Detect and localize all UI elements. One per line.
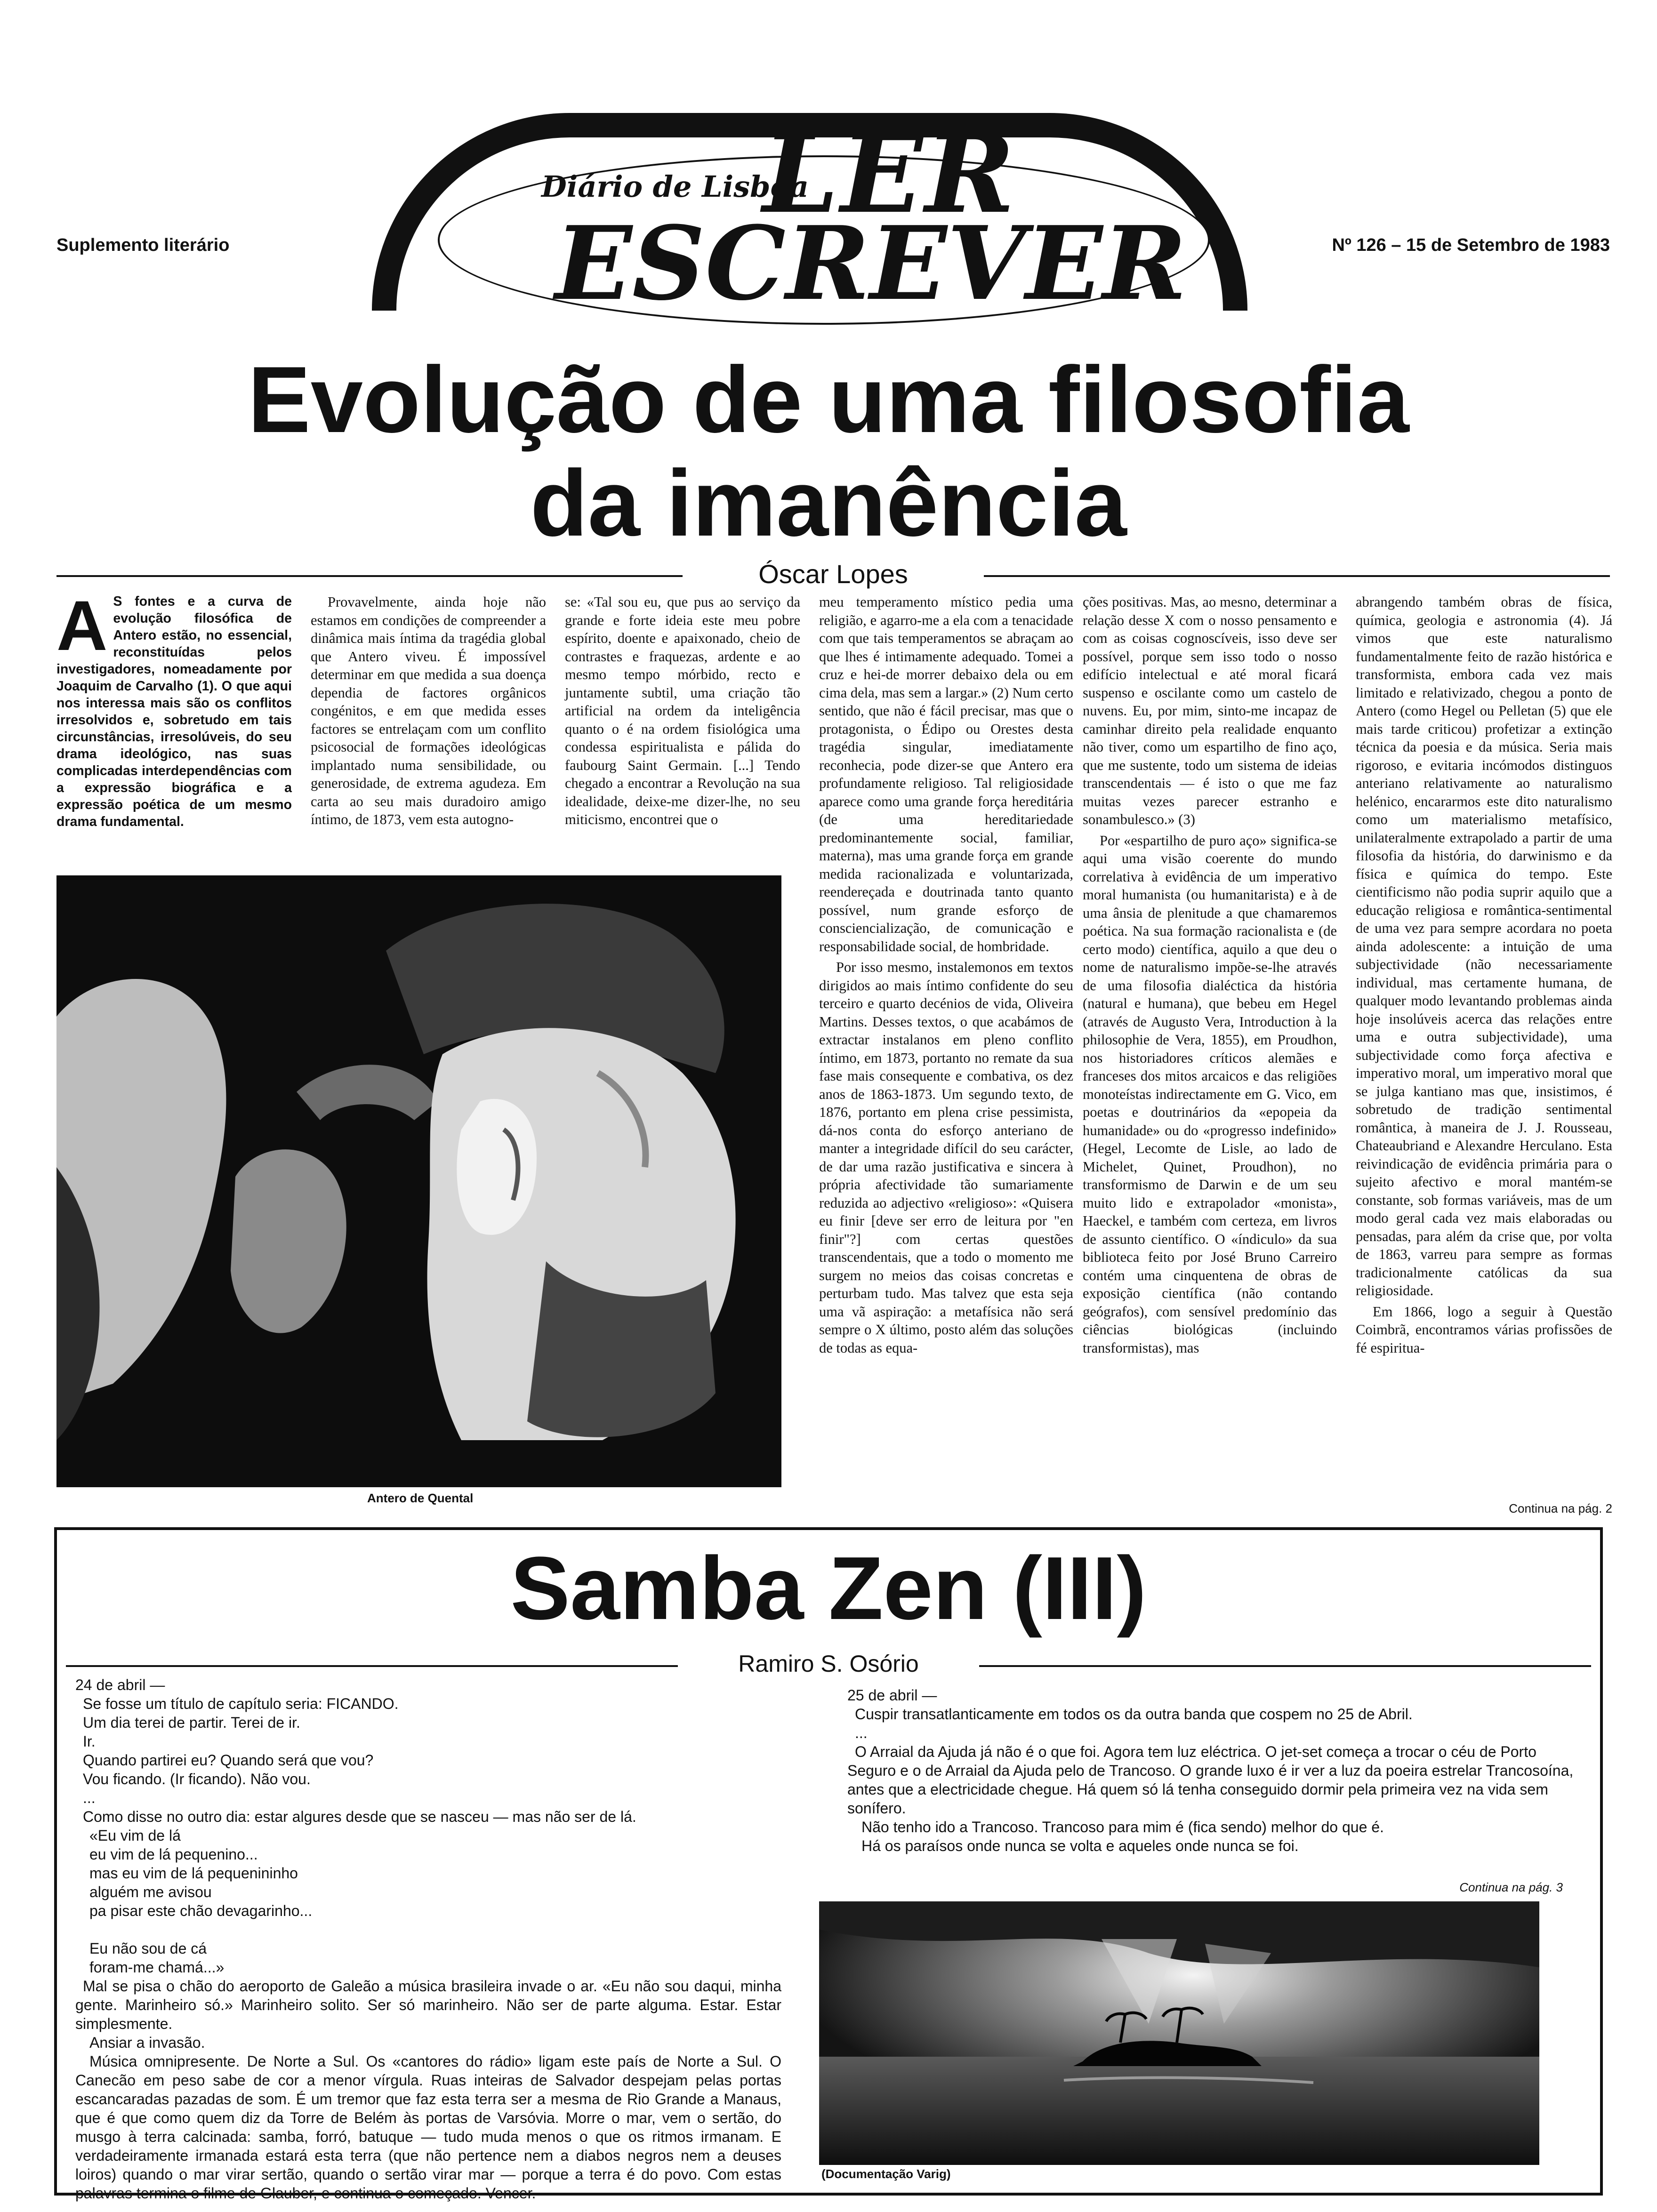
column-text: ções positivas. Mas, ao mesno, determinar a relação desse X com o nosso pensamento e com as coisas cognoscíveis, isso deve ser possível, porque sem isso todo o nosso edifício intelectual e até moral ficará suspenso e oscilante como um castelo de nuvens. Eu, por mim, sinto-me incapaz de caminhar direito pela realidade enquanto não tiver, como um espartilho de fino aço, que me sustente, todo um sistema de ideias transcendentais — é isto o que me faz muitas vezes parecer estranho e sonambulesco.» (3) <box>1083 594 1337 827</box>
article2-headline: Samba Zen (III) <box>510 1539 1147 1638</box>
diary-line: Vou ficando. (Ir ficando). Não vou. <box>83 1771 311 1787</box>
diary-line: ... <box>855 1724 868 1741</box>
article-headline <box>85 348 1572 555</box>
article-byline <box>56 555 1610 593</box>
photo-caption: (Documentação Varig) <box>821 2167 951 2181</box>
poem-line: mas eu vim de lá pequenininho <box>89 1865 298 1882</box>
portrait-illustration <box>56 875 781 1487</box>
diary-line: Ir. <box>83 1733 96 1750</box>
diary-line: Se fosse um título de capítulo seria: FICANDO. <box>83 1695 399 1712</box>
article-column-4 <box>819 593 1073 1515</box>
issue-label: Nº 126 – 15 de Setembro de 1983 <box>1332 235 1610 255</box>
column-text: S fontes e a curva de evolução filosófica de Antero estão, no essencial, reconstituídas pelos investigadores, nomeadamente por Joaquim de Carvalho (1). O que aqui nos interessa mais são os conflitos irresolvidos e, sobretudo em tais circunstâncias, irresolúveis, do seu drama ideológico, nas suas complicadas interdependências com a expressão biográfica e a expressão poética de um mesmo drama fundamental. <box>56 594 292 829</box>
poem-line: Eu não sou de cá <box>89 1940 207 1957</box>
paragraph: Não tenho ido a Trancoso. Trancoso para mim é (fica sendo) melhor do que é. <box>861 1819 1384 1835</box>
photo-caption: Antero de Quental <box>367 1491 474 1505</box>
poem-line: «Eu vim de lá <box>89 1827 181 1844</box>
column-text: Em 1866, logo a seguir à Questão Coimbrã, encontramos várias profissões de fé espiritua- <box>1356 1303 1612 1356</box>
supplement-label: Suplemento literário <box>56 235 230 255</box>
diary-line: Como disse no outro dia: estar algures desde que se nasceu — mas não ser de lá. <box>83 1808 636 1825</box>
samba-left-column <box>75 1675 781 2202</box>
diary-line: 24 de abril — <box>75 1676 165 1693</box>
column-text: Por «espartilho de puro aço» significa-se aqui uma visão coerente do mundo correlativa à evidência de um imperativo moral humanista (ou humanitarista) e à de uma ânsia de plenitude a que chamaremos poética. Na sua formação racionalista e (de certo modo) científica, aquilo a que deu o nome de naturalismo impõe-se-lhe através de uma filosofia dialéctica da história (natural e humana), que bebeu em Hegel (através de Augusto Vera, Introduction à la philosophie de Vera, 1855), em Proudhon, nos historiadores críticos alemães e franceses dos mitos arcaicos e das religiões monoteístas indirectamente em G. Vico, em poetas e doutrinários da «epopeia da humanidade» ou do «progresso indefinido» (Hegel, Lecomte de Lisle, ao lado de Michelet, Quinet, Proudhon), no transformismo de Darwin e de um seu muito lido e extrapolador «monista», Haeckel, e também com certeza, em livros de assunto científico. O «índiculo» da sua biblioteca feito por José Bruno Carreiro contém uma cinquentena de obras de exposição científica (não contando geógrafos), com sensível predomínio das ciências biológicas (incluindo transformistas), mas <box>1083 832 1337 1356</box>
headline-line-2: da imanência <box>530 451 1127 556</box>
diary-line: Um dia terei de partir. Terei de ir. <box>83 1714 300 1731</box>
poem-line: eu vim de lá pequenino... <box>89 1846 258 1863</box>
island-illustration <box>819 1901 1539 2165</box>
samba-right-column <box>847 1686 1582 1874</box>
article-column-1 <box>56 586 292 866</box>
paragraph: Mal se pisa o chão do aeroporto de Galeão a música brasileira invade o ar. «Eu não sou daqui, minha gente. Marinheiro só.» Marinheiro solito. Ser só marinheiro. Não ser de parte alguma. Estar. Estar simplesmente. <box>75 1978 781 2032</box>
continued-note: Continua na pág. 2 <box>1509 1501 1612 1515</box>
article-column-5 <box>1083 593 1337 1511</box>
column-text: Provavelmente, ainda hoje não estamos em condições de compreender a dinâmica mais íntima da tragédia global que Antero viveu. É impossível determinar em que medida a sua doença dependia de factores orgânicos congénitos, e em que medida esses factores se entrelaçam com um conflito psicosocial de formações ideológicas implantado numa sensibilidade, ou generosidade, de extrema agudeza. Em carta ao seu mais duradoiro amigo íntimo, de 1873, vem esta autogno- <box>311 594 546 827</box>
article-column-3 <box>565 593 800 861</box>
poem-line: foram-me chamá...» <box>89 1959 225 1976</box>
article-column-2 <box>311 593 546 861</box>
diary-line: ... <box>83 1789 96 1806</box>
column-text: meu temperamento místico pedia uma religião, e agarro-me a ela com a tenacidade com que tais temperamentos se abraçam ao que lhes é intimamente adequado. Tomei a cruz e hei-de morrer debaixo dela ou em cima dela, mas sem a largar.» (2) Num certo sentido, que não é fácil precisar, mas que o protagonista, o Édipo ou Orestes desta tragédia singular, imediatamente reconhecia, pode dizer-se que Antero era profundamente religioso. Tal religiosidade aparece como uma grande força hereditária (de uma hereditariedade predominantemente social, familiar, materna), mas uma grande força em grande medida racionalizada e voluntarizada, reendereçada e doutrinada tanto quanto possível, num grande esforço de consciencialização, de comunicação e responsabilidade social, de hombridade. <box>819 594 1073 954</box>
diary-line: 25 de abril — <box>847 1687 937 1704</box>
column-text: abrangendo também obras de física, química, geologia e astronomia (4). Já vimos que este naturalismo fundamentalmente feito de razão histórica e transformista, embora cada vez mais limitado e relativizado, chegou a ponto de Antero (como Hegel ou Pelletan (5) que ele mais tarde criticou) profetizar a extinção técnica da poesia e da música. Seria mais rigoroso, e evitaria incómodos distinguos anteriano relativamente ao naturalismo helénico, encararmos este dito naturalismo como um materialismo metafísico, unilateralmente extrapolado a partir de uma filosofia da história, do darwinismo e da física e química do tempo. Este cientificismo não podia suprir aquilo que a educação religiosa e romântica-sentimental de uma vez para sempre acordara no poeta ainda adolescente: a intuição de uma subjectividade (não necessariamente individual, mas certamente humana, de qualquer modo levantando problemas ainda hoje insolúveis acerca das relações entre uma e outra subjectividade), uma subjectividade como força afectiva e imperativo moral, um imperativo moral que se julga kantiano mas que, insistimos, é sobretudo de tradição sentimental romântica, à maneira de J. J. Rousseau, Chateaubriand e Alexandre Herculano. Esta reivindicação de evidência primária para o sujeito afectivo e moral mantém-se constante, sob formas variáveis, mas de um modo geral cada vez mais elaboradas ou pensadas, para além da crise que, por volta de 1863, varreu para sempre as formas tradicionalmente católicas da sua religiosidade. <box>1356 594 1612 1298</box>
poem-line <box>75 1920 781 1939</box>
poem-line: pa pisar este chão devagarinho... <box>89 1902 313 1919</box>
paragraph: O Arraial da Ajuda já não é o que foi. Agora tem luz eléctrica. O jet-set começa a trocar o céu de Porto Seguro e o de Arraial da Ajuda pelo de Trancoso. O grande luxo é ir ver a luz da poeira estrelar Trancosoína, antes que a electricidade chegue. Há quem só lá tenha conseguido dormir pela primeira vez na vida sem sonífero. <box>847 1743 1574 1817</box>
author-name: Ramiro S. Osório <box>727 1651 930 1677</box>
newspaper-name: Diário de Lisboa <box>541 169 809 204</box>
article-column-6 <box>1356 593 1612 1497</box>
paragraph: Música omnipresente. De Norte a Sul. Os «cantores do rádio» ligam este país de Norte a Sul. O Canecão em peso sabe de cor a menor vírgula. Ruas inteiras de Salvador despejam pelas portas escancaradas pazadas de som. É um tremor que faz esta terra ser a mesma de Rio Grande a Manaus, que é que como quem diz da Torre de Belém às portas de Varsóvia. Morre o mar, vem o sertão, do musgo à terra calcinada: samba, forró, batuque — tudo muda menos o que os ritmos irmanam. E verdadeiramente irmanada estará esta terra (que não pertence nem a diabos negros nem a deuses loiros) quando o mar virar sertão, quando o sertão virar mar — porque a terra é do povo. Com estas palavras termina o filme de Glauber, e continua o começado. Vencer. <box>75 2053 781 2202</box>
poem-line: alguém me avisou <box>89 1883 212 1900</box>
diary-line: Quando partirei eu? Quando será que vou? <box>83 1752 374 1769</box>
continued-note: Continua na pág. 3 <box>1459 1880 1563 1894</box>
portrait-photo <box>56 875 781 1487</box>
paragraph: Ansiar a invasão. <box>89 2034 205 2051</box>
island-photo <box>819 1901 1539 2165</box>
drop-cap: A <box>56 586 108 665</box>
paragraph: Há os paraísos onde nunca se volta e aqueles onde nunca se foi. <box>861 1837 1299 1854</box>
logo-ler: LER <box>763 111 1017 238</box>
column-text: se: «Tal sou eu, que pus ao serviço da grande e forte ideia este meu pobre espírito, doente e apaixonado, cheio de contrastes e fraquezas, ardente e ao mesmo tempo mórbido, recto e juntamente subtil, uma criação tão artificial na ordem da inteligência quanto o é na ordem fisiológica uma condessa espiritualista e pálida do faubourg Saint Germain. [...] Tendo chegado a encontrar a Revolução na sua idealidade, deixe-me dizer-lhe, no seu miticismo, encontrei que o <box>565 594 800 827</box>
logo-escrever: ESCREVER <box>555 204 1187 323</box>
author-name: Óscar Lopes <box>747 559 919 589</box>
headline-line-1: Evolução de uma filosofia <box>248 347 1409 452</box>
diary-line: Cuspir transatlanticamente em todos os da outra banda que cospem no 25 de Abril. <box>855 1706 1413 1723</box>
column-text: Por isso mesmo, instalemonos em textos dirigidos ao mais íntimo confidente do seu terceiro e quarto decénios de vida, Oliveira Martins. Desses textos, o que acabámos de extractar instalanos em pleno conflito íntimo, em 1873, portanto no remate da sua fase mais consequente e combativa, os dez anos de 1863-1873. Um segundo texto, de 1876, portanto em plena crise pessimista, dá-nos conta do esforço anteriano de manter a integridade difícil do seu carácter, de dar uma razão justificativa e sincera à própria afectividade tão sumariamente reduzida ao adjectivo «religioso»: «Quisera eu finir [deve ser erro de leitura por "en finir"?] com certas questões transcendentais, que a todo o momento me surgem no meios das coisas concretas e perturbam tudo. Mas talvez que esta seja uma vã aspiração: a metafísica não será sempre o X último, posto além das soluções de todas as equa- <box>819 959 1073 1356</box>
